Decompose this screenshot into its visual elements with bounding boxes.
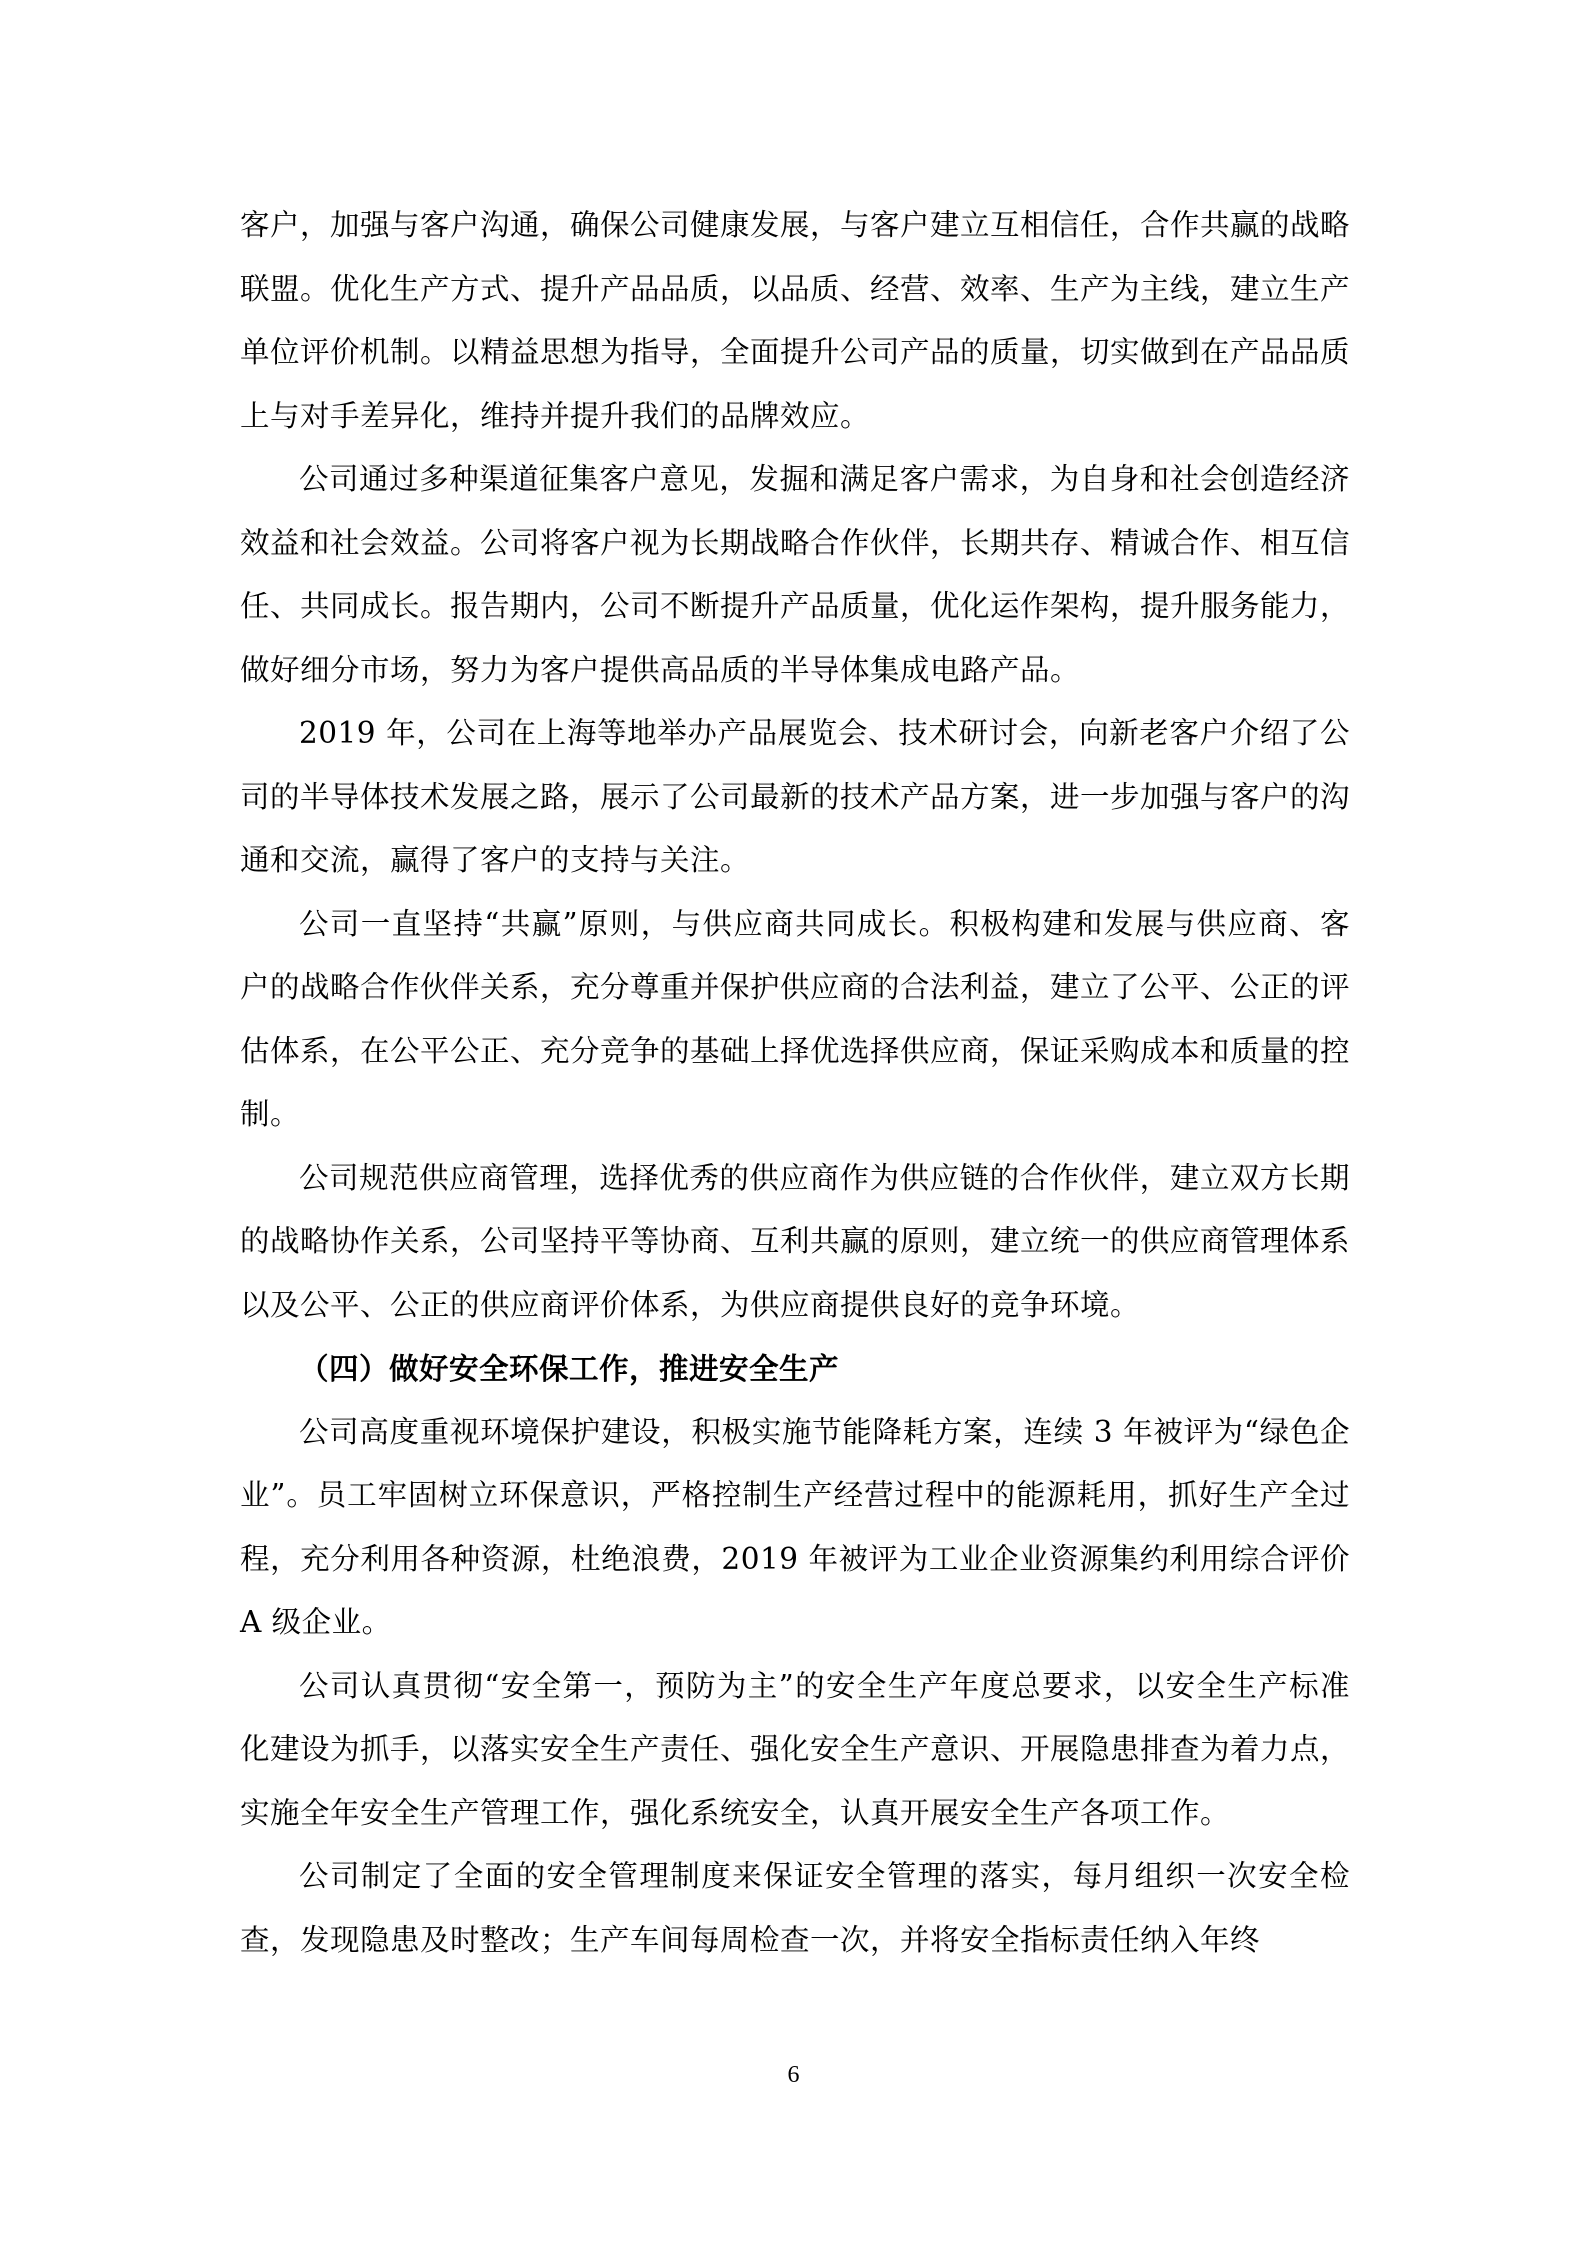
document-body xyxy=(240,194,1350,1972)
page-number: 6 xyxy=(787,2062,800,2088)
paragraph-exhibitions-2019: 2019 年，公司在上海等地举办产品展览会、技术研讨会，向新老客户介绍了公司的半导体技术发展之路，展示了公司最新的技术产品方案，进一步加强与客户的沟通和交流，赢得了客户的支持与关注。 xyxy=(240,716,1351,877)
paragraph-customer-feedback: 公司通过多种渠道征集客户意见，发掘和满足客户需求，为自身和社会创造经济效益和社会效益。公司将客户视为长期战略合作伙伴，长期共存、精诚合作、相互信任、共同成长。报告期内，公司不断提升产品质量，优化运作架构，提升服务能力，做好细分市场，努力为客户提供高品质的半导体集成电路产品。 xyxy=(240,462,1351,687)
paragraph-safety-management-system: 公司制定了全面的安全管理制度来保证安全管理的落实，每月组织一次安全检查，发现隐患及时整改；生产车间每周检查一次，并将安全指标责任纳入年终 xyxy=(240,1859,1350,1957)
paragraph-supplier-win-win: 公司一直坚持“共赢”原则，与供应商共同成长。积极构建和发展与供应商、客户的战略合作伙伴关系，充分尊重并保护供应商的合法利益，建立了公平、公正的评估体系，在公平公正、充分竞争的基础上择优选择供应商，保证采购成本和质量的控制。 xyxy=(240,906,1351,1131)
section-heading-safety: （四）做好安全环保工作，推进安全生产 xyxy=(299,1351,840,1386)
paragraph-customer-alliance: 客户，加强与客户沟通，确保公司健康发展，与客户建立互相信任，合作共赢的战略联盟。优化生产方式、提升产品品质，以品质、经营、效率、生产为主线，建立生产单位评价机制。以精益思想为指导，全面提升公司产品的质量，切实做到在产品品质上与对手差异化，维持并提升我们的品牌效应。 xyxy=(240,208,1351,433)
paragraph-safety-first: 公司认真贯彻“安全第一，预防为主”的安全生产年度总要求，以安全生产标准化建设为抓手，以落实安全生产责任、强化安全生产意识、开展隐患排查为着力点，实施全年安全生产管理工作，强化系统安全，认真开展安全生产各项工作。 xyxy=(240,1668,1351,1830)
paragraph-supplier-management: 公司规范供应商管理，选择优秀的供应商作为供应链的合作伙伴，建立双方长期的战略协作关系，公司坚持平等协商、互利共赢的原则，建立统一的供应商管理体系以及公平、公正的供应商评价体系，为供应商提供良好的竞争环境。 xyxy=(240,1160,1351,1322)
paragraph-environmental-protection: 公司高度重视环境保护建设，积极实施节能降耗方案，连续 3 年被评为“绿色企业”。员工牢固树立环保意识，严格控制生产经营过程中的能源耗用，抓好生产全过程，充分利用各种资源，杜绝浪费，2019 年被评为工业企业资源集约利用综合评价 A 级企业。 xyxy=(240,1414,1350,1639)
